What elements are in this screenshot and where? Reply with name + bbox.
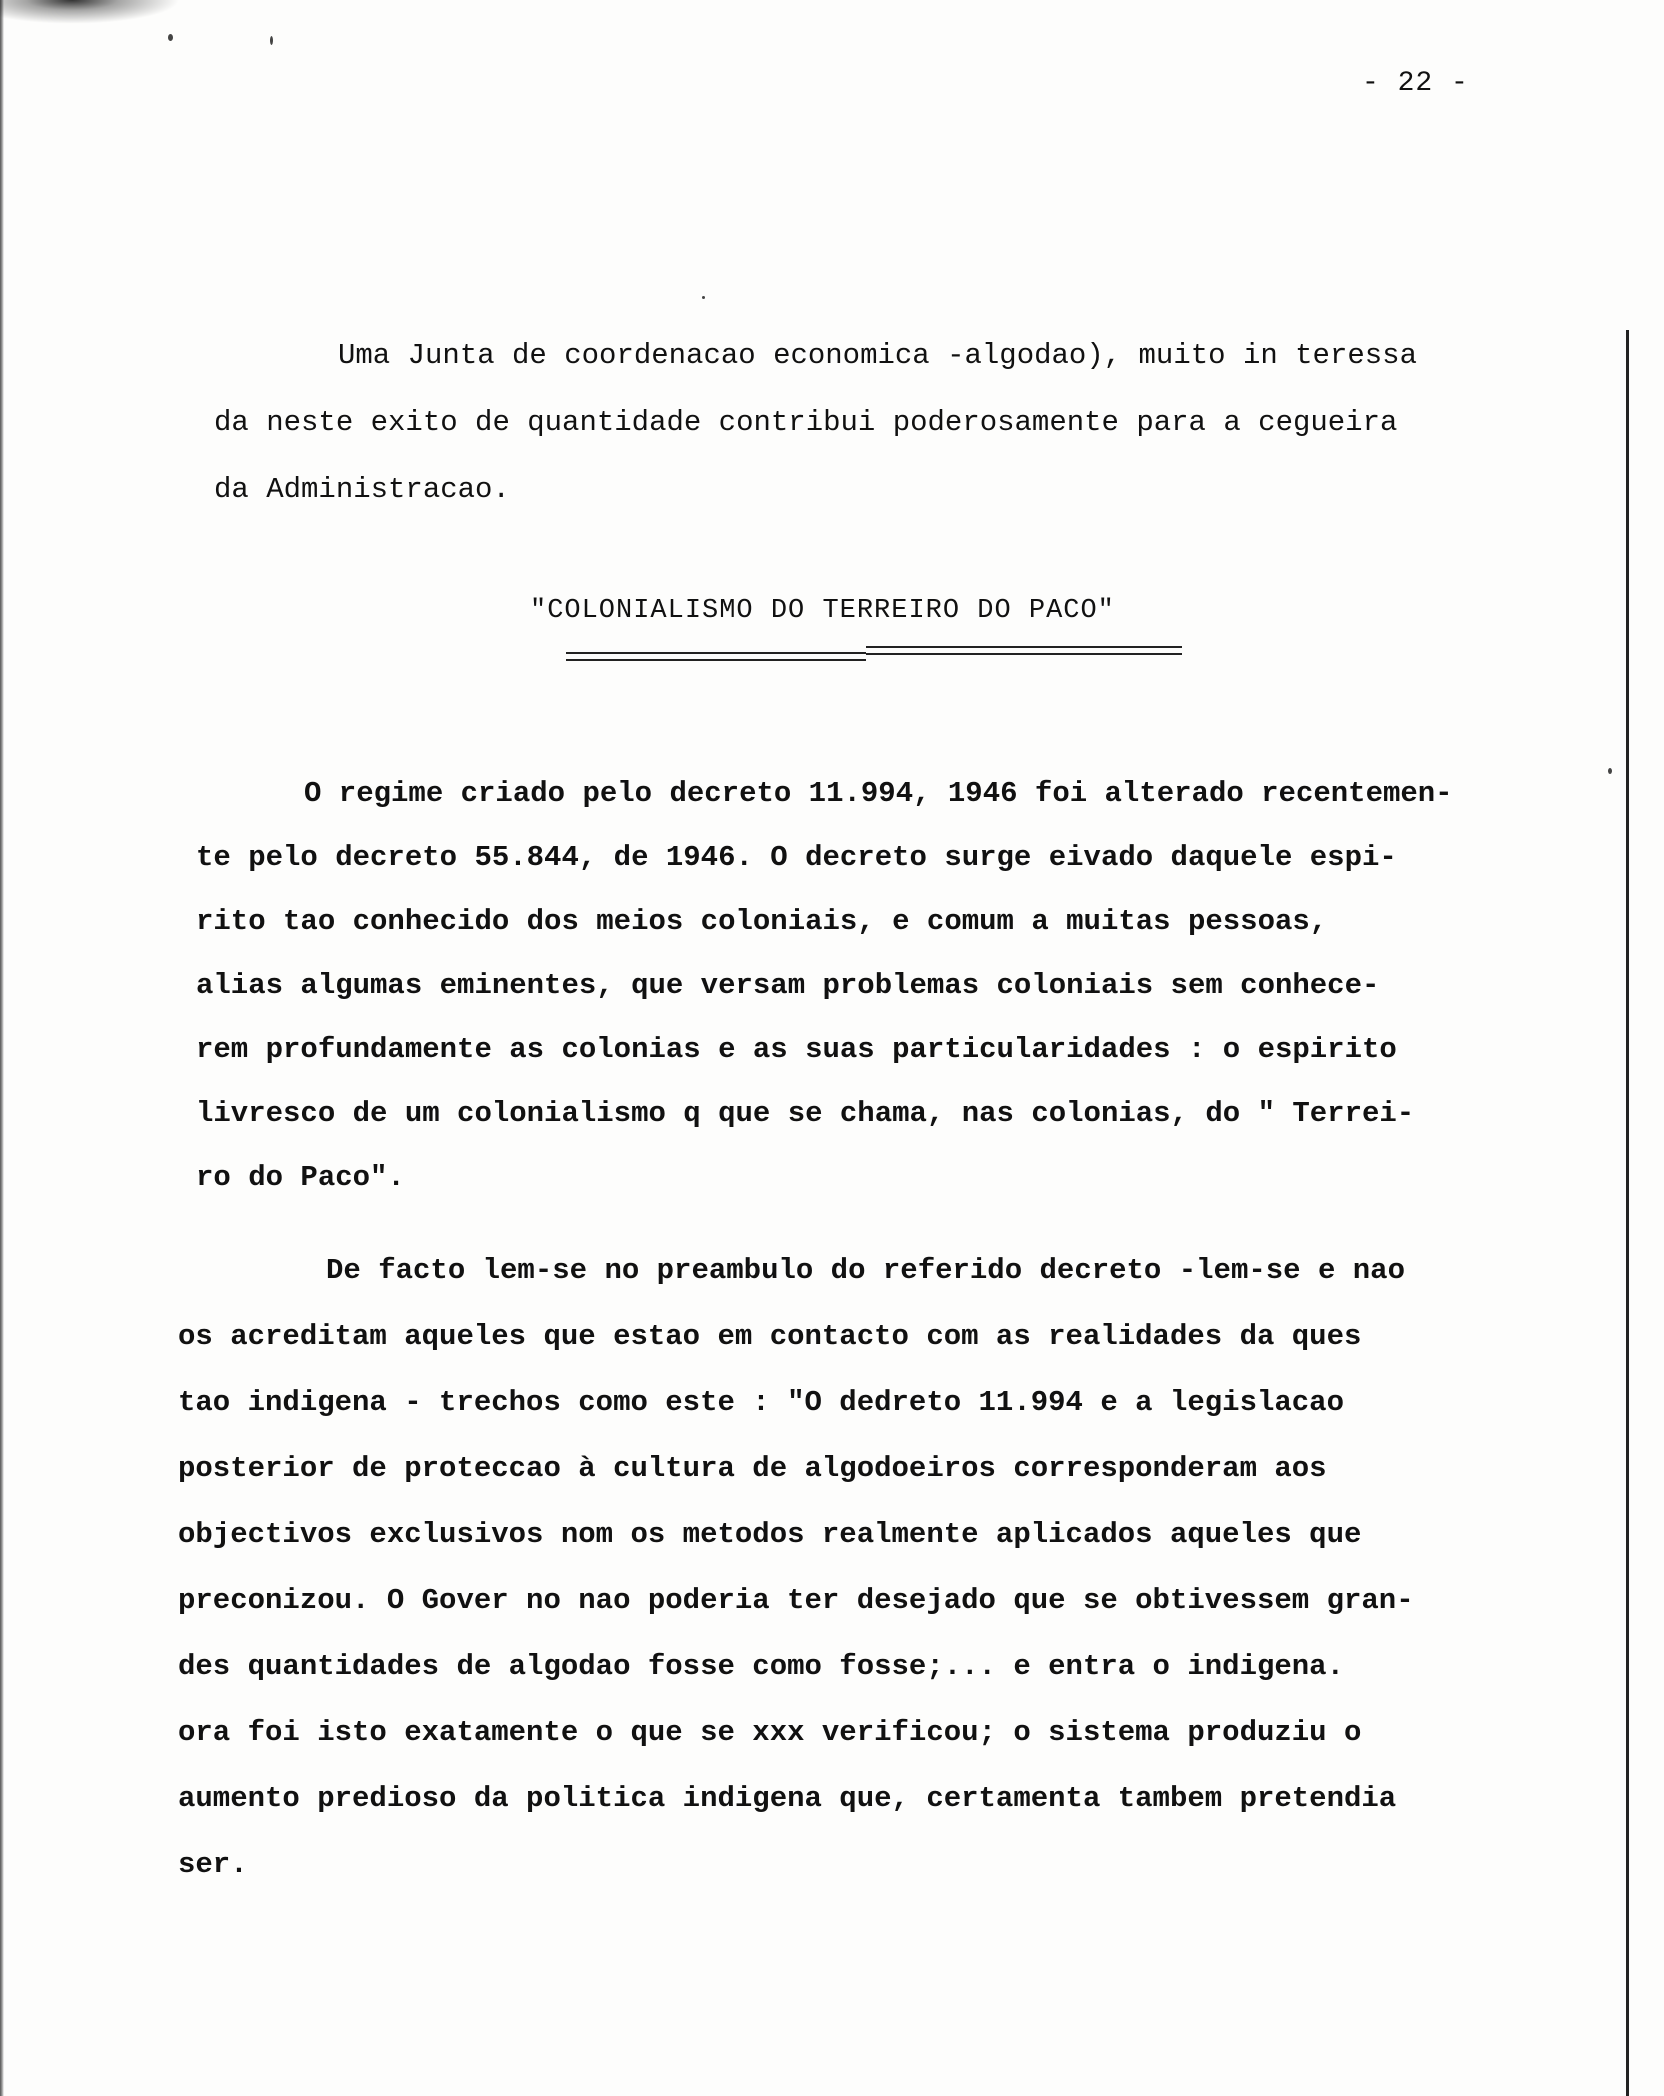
text-line: ora foi isto exatamente o que se xxx verificou; o sistema produziu o — [178, 1716, 1362, 1749]
text-line: De facto lem-se no preambulo do referido decreto -lem-se e nao — [326, 1254, 1405, 1287]
text-line: te pelo decreto 55.844, de 1946. O decreto surge eivado daquele espi- — [196, 841, 1397, 874]
text-line: rito tao conhecido dos meios coloniais, e comum a muitas pessoas, — [196, 905, 1328, 938]
scan-speck — [1608, 768, 1612, 774]
page-number: - 22 - — [1362, 68, 1469, 99]
text-line: Uma Junta de coordenacao economica -algodao), muito in teressa — [338, 339, 1417, 372]
text-line: livresco de um colonialismo q que se chama, nas colonias, do " Terrei- — [196, 1097, 1415, 1130]
text-line: alias algumas eminentes, que versam problemas coloniais sem conhece- — [196, 969, 1380, 1002]
text-line: ro do Paco". — [196, 1161, 405, 1194]
text-line: aumento predioso da politica indigena que, certamenta tambem pretendia — [178, 1782, 1397, 1815]
paragraph-2 — [178, 1238, 1414, 1898]
scan-speck — [702, 296, 705, 299]
paragraph-1 — [196, 762, 1453, 1210]
heading-underline — [866, 646, 1182, 655]
intro-paragraph — [214, 322, 1417, 523]
text-line: preconizou. O Gover no nao poderia ter desejado que se obtivessem gran- — [178, 1584, 1414, 1617]
text-line: da Administracao. — [214, 473, 510, 506]
scan-right-edge — [1626, 330, 1629, 2096]
text-line: rem profundamente as colonias e as suas particularidades : o espirito — [196, 1033, 1397, 1066]
scan-smudge — [0, 0, 180, 24]
section-heading: "COLONIALISMO DO TERREIRO DO PACO" — [530, 596, 1115, 626]
text-line: ser. — [178, 1848, 248, 1881]
text-line: posterior de proteccao à cultura de algodoeiros corresponderam aos — [178, 1452, 1327, 1485]
text-line: da neste exito de quantidade contribui poderosamente para a cegueira — [214, 406, 1398, 439]
text-line: os acreditam aqueles que estao em contacto com as realidades da ques — [178, 1320, 1362, 1353]
scan-speck — [168, 34, 173, 41]
heading-underline — [566, 652, 866, 661]
text-line: des quantidades de algodao fosse como fosse;... e entra o indigena. — [178, 1650, 1344, 1683]
scan-speck — [270, 36, 273, 45]
scan-left-edge — [0, 0, 4, 2096]
text-line: tao indigena - trechos como este : "O dedreto 11.994 e a legislacao — [178, 1386, 1344, 1419]
text-line: objectivos exclusivos nom os metodos realmente aplicados aqueles que — [178, 1518, 1362, 1551]
text-line: O regime criado pelo decreto 11.994, 1946 foi alterado recentemen- — [304, 777, 1453, 810]
